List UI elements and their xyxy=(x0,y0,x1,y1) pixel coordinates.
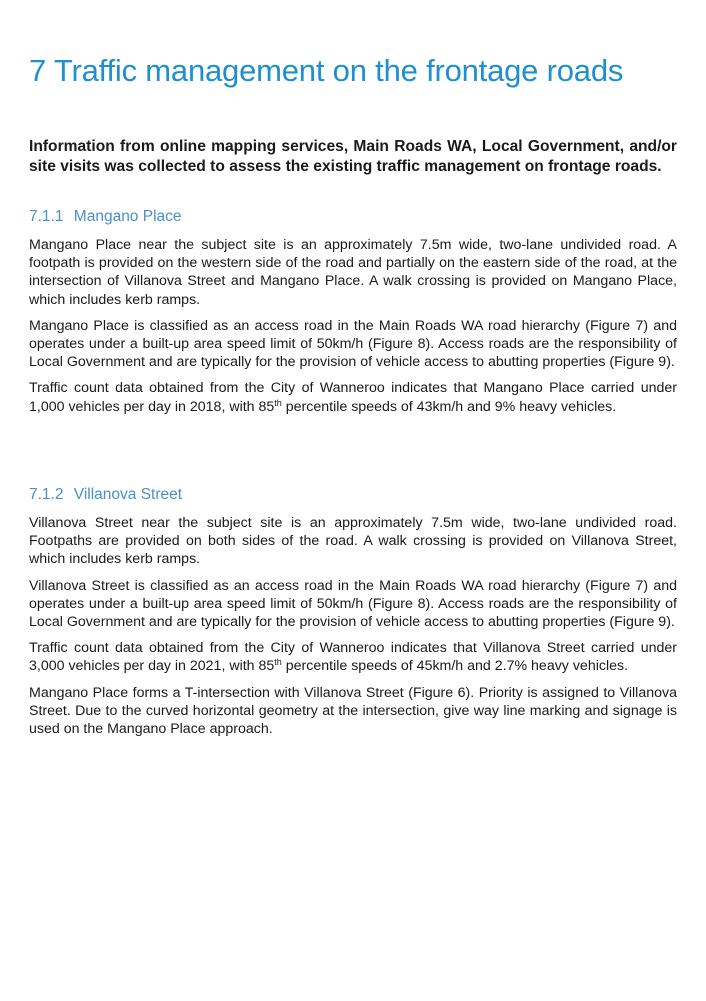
superscript: th xyxy=(274,397,282,408)
section-heading xyxy=(29,486,677,504)
paragraph xyxy=(29,639,677,675)
text-run: percentile speeds of 45km/h and 2.7% heavy vehicles. xyxy=(281,658,629,675)
paragraph: Villanova Street near the subject site is an approximately 7.5m wide, two-lane undivided road. Footpaths are provided on both sides of the road. A walk crossing is provided on Villanova Street, which includes kerb ramps. xyxy=(29,515,677,568)
section-heading xyxy=(29,208,677,226)
text-run: Traffic count data obtained from the City of Wanneroo indicates that Mangano Place carried under 1,000 vehicles per day in 2018, with 85 xyxy=(29,380,677,415)
section-villanova-street xyxy=(29,486,677,746)
section-title: Villanova Street xyxy=(73,486,183,503)
superscript: th xyxy=(274,657,282,668)
text-run: percentile speeds of 43km/h and 9% heavy vehicles. xyxy=(281,398,617,415)
paragraph: Mangano Place near the subject site is an approximately 7.5m wide, two-lane undivided road. A footpath is provided on the western side of the road and partially on the eastern side of the road, at the intersection of Villanova Street and Mangano Place. A walk crossing is provided on Mangano Place, which includes kerb ramps. xyxy=(29,237,677,308)
text-run: Traffic count data obtained from the City of Wanneroo indicates that Villanova Street carried under 3,000 vehicles per day in 2021, with 85 xyxy=(29,640,677,675)
paragraph xyxy=(29,379,677,415)
paragraph: Mangano Place is classified as an access road in the Main Roads WA road hierarchy (Figure 7) and operates under a built-up area speed limit of 50km/h (Figure 8). Access roads are the responsibility of Local Government and are typically for the provision of vehicle access to abutting properties (Figure 9). xyxy=(29,317,677,371)
section-number: 7.1.2 xyxy=(29,486,64,503)
section-title: Mangano Place xyxy=(73,208,182,225)
section-number: 7.1.1 xyxy=(29,208,64,225)
page-title: 7 Traffic management on the frontage roads xyxy=(29,53,624,88)
intro-paragraph: Information from online mapping services, Main Roads WA, Local Government, and/or site visits was collected to assess the existing traffic management on frontage roads. xyxy=(29,138,677,175)
paragraph: Mangano Place forms a T-intersection with Villanova Street (Figure 6). Priority is assigned to Villanova Street. Due to the curved horizontal geometry at the intersection, give way line marking and signage is used on the Mangano Place approach. xyxy=(29,684,677,738)
paragraph: Villanova Street is classified as an access road in the Main Roads WA road hierarchy (Figure 7) and operates under a built-up area speed limit of 50km/h (Figure 8). Access roads are the responsibility of Local Government and are typically for the provision of vehicle access to abutting properties (Figure 9). xyxy=(29,577,677,631)
section-mangano-place xyxy=(29,208,677,424)
